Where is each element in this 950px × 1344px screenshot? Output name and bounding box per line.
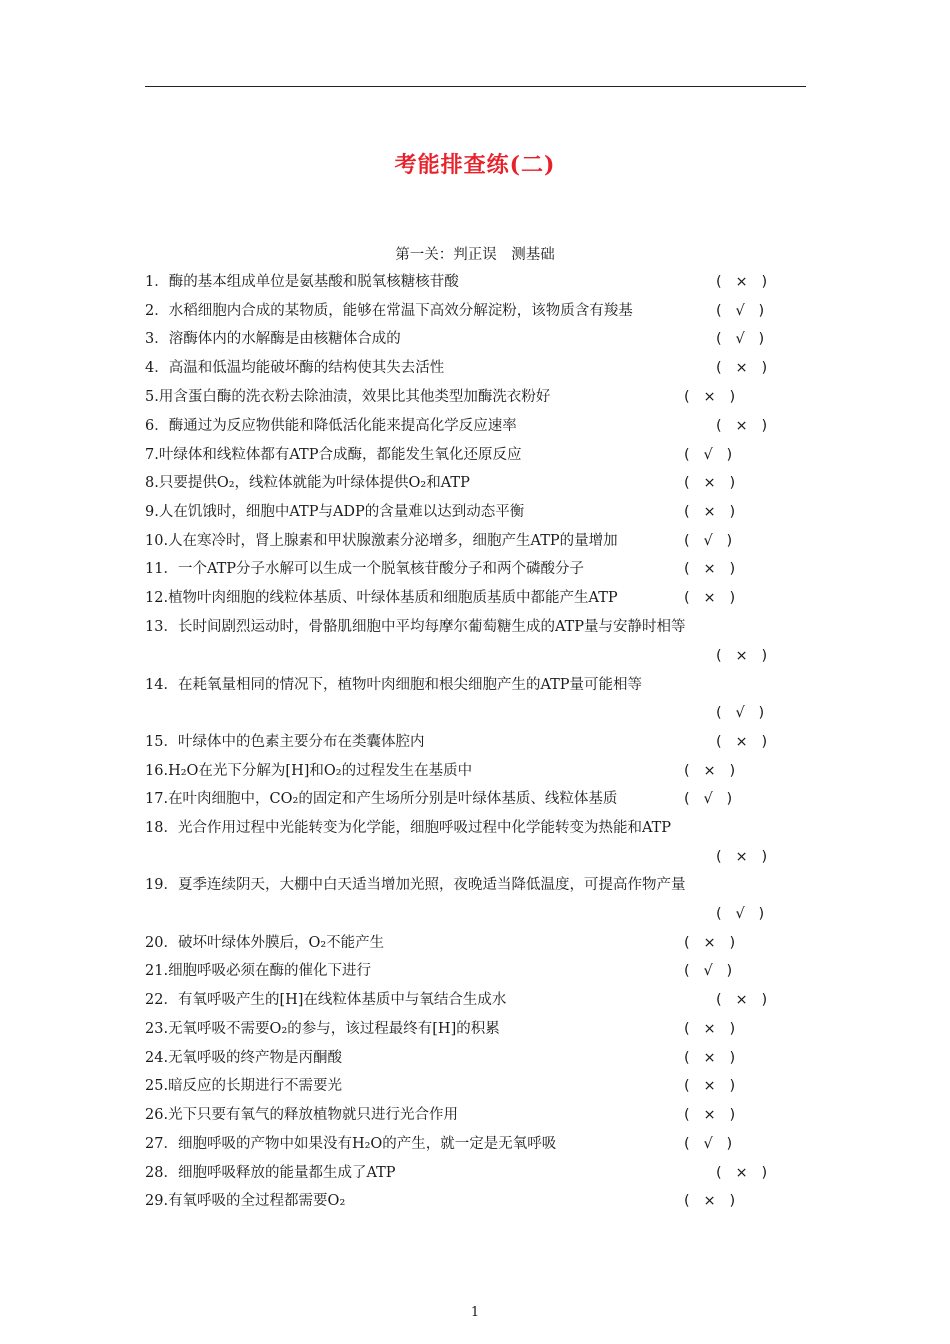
question-text: 一个ATP分子水解可以生成一个脱氧核苷酸分子和两个磷酸分子	[177, 561, 585, 577]
answer-mark: ( √ )	[716, 303, 765, 319]
question-number: 29.	[145, 1193, 169, 1209]
question-item	[145, 445, 521, 465]
question-text: 细胞呼吸的产物中如果没有H₂O的产生，就一定是无氧呼吸	[177, 1136, 557, 1152]
answer-mark: ( × )	[716, 648, 768, 664]
question-number: 2．	[145, 303, 169, 319]
question-item	[145, 732, 424, 752]
answer-mark: ( √ )	[716, 906, 765, 922]
question-number: 10.	[145, 533, 169, 549]
question-text: 无氧呼吸的终产物是丙酮酸	[168, 1050, 343, 1066]
question-text: 溶酶体内的水解酶是由核糖体合成的	[168, 331, 401, 347]
question-item	[145, 675, 642, 695]
question-item	[145, 1048, 342, 1068]
question-item	[145, 1134, 556, 1154]
page-number: 1	[470, 1305, 480, 1320]
question-text: 在耗氧量相同的情况下，植物叶肉细胞和根尖细胞产生的ATP量可能相等	[177, 677, 643, 693]
question-item	[145, 502, 524, 522]
answer-mark: ( × )	[684, 1050, 736, 1066]
answer-mark: ( × )	[684, 1193, 736, 1209]
question-number: 27．	[145, 1136, 178, 1152]
question-text: 酶的基本组成单位是氨基酸和脱氧核糖核苷酸	[168, 274, 459, 290]
question-number: 19．	[145, 877, 178, 893]
answer-mark: ( √ )	[684, 533, 733, 549]
answer-mark: ( × )	[684, 1021, 736, 1037]
question-item	[145, 1019, 500, 1039]
answer-mark: ( × )	[684, 590, 736, 606]
answer-mark: ( × )	[716, 418, 768, 434]
question-text: 酶通过为反应物供能和降低活化能来提高化学反应速率	[168, 418, 517, 434]
question-item	[145, 961, 371, 981]
answer-mark: ( √ )	[684, 1136, 733, 1152]
question-item	[145, 1105, 458, 1125]
question-number: 23.	[145, 1021, 169, 1037]
section-title: 第一关：判正误 测基础	[395, 247, 555, 263]
question-number: 25.	[145, 1078, 169, 1094]
question-item	[145, 473, 470, 493]
question-number: 18．	[145, 820, 178, 836]
answer-mark: ( √ )	[684, 963, 733, 979]
answer-mark: ( × )	[684, 935, 736, 951]
question-text: 只要提供O₂，线粒体就能为叶绿体提供O₂和ATP	[158, 475, 470, 491]
question-number: 3．	[145, 331, 169, 347]
question-text: 夏季连续阴天，大棚中白天适当增加光照，夜晚适当降低温度，可提高作物产量	[177, 877, 686, 893]
answer-mark: ( × )	[716, 274, 768, 290]
question-number: 12.	[145, 590, 169, 606]
answer-mark: ( × )	[684, 504, 736, 520]
question-item	[145, 1163, 396, 1183]
question-text: 有氧呼吸的全过程都需要O₂	[168, 1193, 346, 1209]
answer-mark: ( √ )	[684, 447, 733, 463]
question-number: 20．	[145, 935, 178, 951]
answer-mark: ( × )	[716, 734, 768, 750]
question-number: 28．	[145, 1165, 178, 1181]
answer-mark: ( √ )	[684, 791, 733, 807]
answer-mark: ( √ )	[716, 331, 765, 347]
answer-mark: ( × )	[716, 992, 768, 1008]
question-text: 细胞呼吸释放的能量都生成了ATP	[177, 1165, 396, 1181]
answer-mark: ( × )	[716, 360, 768, 376]
question-text: 有氧呼吸产生的[H]在线粒体基质中与氧结合生成水	[177, 992, 507, 1008]
question-number: 4．	[145, 360, 169, 376]
question-number: 1．	[145, 274, 169, 290]
answer-mark: ( × )	[716, 849, 768, 865]
page-title: 考能排查练(二)	[394, 152, 556, 178]
question-item	[145, 329, 401, 349]
question-text: 破坏叶绿体外膜后，O₂不能产生	[177, 935, 385, 951]
question-item	[145, 588, 618, 608]
question-number: 14．	[145, 677, 178, 693]
question-text: 植物叶肉细胞的线粒体基质、叶绿体基质和细胞质基质中都能产生ATP	[168, 590, 618, 606]
question-text: 高温和低温均能破坏酶的结构使其失去活性	[168, 360, 445, 376]
question-text: 光下只要有氧气的释放植物就只进行光合作用	[168, 1107, 459, 1123]
question-item	[145, 559, 584, 579]
answer-mark: ( × )	[684, 389, 736, 405]
question-number: 16.	[145, 763, 169, 779]
question-item	[145, 933, 384, 953]
question-item	[145, 789, 617, 809]
question-text: 细胞呼吸必须在酶的催化下进行	[168, 963, 372, 979]
question-text: 叶绿体和线粒体都有ATP合成酶，都能发生氧化还原反应	[158, 447, 522, 463]
question-text: 长时间剧烈运动时，骨骼肌细胞中平均每摩尔葡萄糖生成的ATP量与安静时相等	[177, 619, 686, 635]
answer-mark: ( √ )	[716, 705, 765, 721]
question-item	[145, 531, 618, 551]
question-number: 9.	[145, 504, 159, 520]
question-number: 15．	[145, 734, 178, 750]
question-number: 26.	[145, 1107, 169, 1123]
question-number: 21.	[145, 963, 169, 979]
question-number: 6．	[145, 418, 169, 434]
question-text: 叶绿体中的色素主要分布在类囊体腔内	[177, 734, 425, 750]
answer-mark: ( × )	[684, 561, 736, 577]
question-item	[145, 761, 472, 781]
answer-mark: ( × )	[684, 1078, 736, 1094]
question-item	[145, 818, 671, 838]
question-number: 24.	[145, 1050, 169, 1066]
question-text: 在叶肉细胞中，CO₂的固定和产生场所分别是叶绿体基质、线粒体基质	[168, 791, 618, 807]
question-number: 8.	[145, 475, 159, 491]
answer-mark: ( × )	[684, 475, 736, 491]
question-number: 17.	[145, 791, 169, 807]
question-text: 人在寒冷时，肾上腺素和甲状腺激素分泌增多，细胞产生ATP的量增加	[168, 533, 618, 549]
question-item	[145, 617, 686, 637]
question-text: 暗反应的长期进行不需要光	[168, 1078, 343, 1094]
question-text: 用含蛋白酶的洗衣粉去除油渍，效果比其他类型加酶洗衣粉好	[158, 389, 551, 405]
question-number: 22．	[145, 992, 178, 1008]
question-item	[145, 272, 459, 292]
header-rule	[145, 86, 806, 87]
question-item	[145, 416, 517, 436]
question-item	[145, 301, 633, 321]
question-number: 7.	[145, 447, 159, 463]
question-text: 人在饥饿时，细胞中ATP与ADP的含量难以达到动态平衡	[158, 504, 525, 520]
question-item	[145, 875, 685, 895]
answer-mark: ( × )	[684, 763, 736, 779]
question-text: H₂O在光下分解为[H]和O₂的过程发生在基质中	[168, 763, 473, 779]
question-text: 无氧呼吸不需要O₂的参与，该过程最终有[H]的积累	[168, 1021, 500, 1037]
question-number: 11．	[145, 561, 178, 577]
question-text: 水稻细胞内合成的某物质，能够在常温下高效分解淀粉，该物质含有羧基	[168, 303, 633, 319]
question-item	[145, 990, 506, 1010]
question-number: 13．	[145, 619, 178, 635]
answer-mark: ( × )	[716, 1165, 768, 1181]
question-text: 光合作用过程中光能转变为化学能，细胞呼吸过程中化学能转变为热能和ATP	[177, 820, 672, 836]
question-item	[145, 358, 444, 378]
question-item	[145, 387, 550, 407]
question-item	[145, 1191, 345, 1211]
question-number: 5.	[145, 389, 159, 405]
answer-mark: ( × )	[684, 1107, 736, 1123]
question-item	[145, 1076, 342, 1096]
